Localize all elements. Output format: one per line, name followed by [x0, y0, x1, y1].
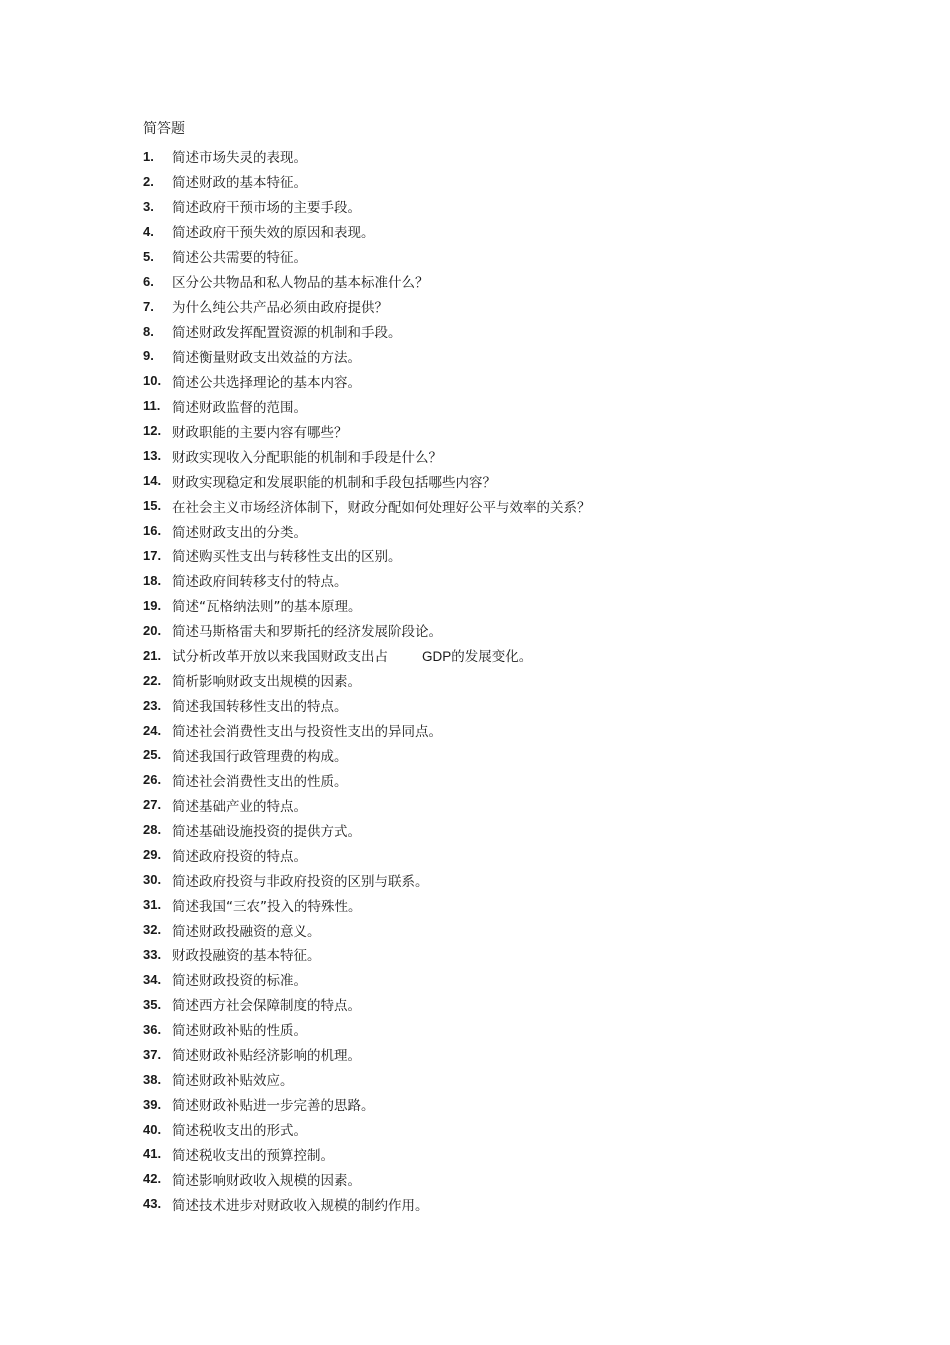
question-text-main: 财政职能的主要内容有哪些？	[172, 424, 348, 441]
question-number: 3.	[143, 198, 154, 214]
question-text	[172, 1094, 375, 1114]
question-item	[143, 194, 591, 219]
question-text-main: 简述税收支出的形式。	[172, 1123, 307, 1140]
question-number: 10.	[143, 373, 162, 389]
question-item	[143, 668, 591, 693]
question-item	[143, 1042, 591, 1067]
question-text-main: 试分析改革开放以来我国财政支出占	[172, 649, 388, 666]
question-text-main: 简述财政补贴效应。	[172, 1073, 294, 1090]
question-number: 19.	[143, 597, 162, 613]
question-text	[172, 1119, 307, 1139]
question-text-main: 财政实现稳定和发展职能的机制和手段包括哪些内容？	[172, 474, 496, 491]
question-text	[172, 1069, 294, 1089]
question-number: 33.	[143, 946, 162, 962]
question-number: 5.	[143, 248, 154, 264]
question-item	[143, 967, 591, 992]
question-number: 12.	[143, 423, 162, 439]
question-item	[143, 493, 591, 518]
question-text-main: 简述财政支出的分类。	[172, 524, 307, 541]
question-item	[143, 892, 591, 917]
question-number: 18.	[143, 572, 162, 588]
question-number: 30.	[143, 872, 162, 888]
question-text	[172, 920, 321, 940]
question-text	[172, 845, 307, 865]
question-text	[172, 620, 442, 640]
question-text-main: 简述我国“三农”投入的特殊性。	[172, 898, 362, 915]
question-text	[172, 1019, 307, 1039]
question-number: 4.	[143, 223, 154, 239]
question-text-main: 简述政府投资与非政府投资的区别与联系。	[172, 873, 429, 890]
section-heading: 简答题	[143, 121, 185, 137]
question-item	[143, 568, 591, 593]
question-item	[143, 842, 591, 867]
question-number: 34.	[143, 971, 162, 987]
question-text	[172, 321, 402, 341]
question-item	[143, 1117, 591, 1142]
question-item	[143, 1191, 591, 1216]
question-number: 42.	[143, 1171, 162, 1187]
question-text	[172, 396, 307, 416]
question-text	[172, 521, 307, 541]
question-number: 35.	[143, 996, 162, 1012]
question-text	[172, 271, 429, 291]
question-number: 31.	[143, 897, 162, 913]
question-item	[143, 319, 591, 344]
question-number: 17.	[143, 547, 162, 563]
question-text	[172, 994, 361, 1014]
question-text-term: GDP	[422, 649, 452, 665]
question-number: 39.	[143, 1096, 162, 1112]
question-number: 24.	[143, 722, 162, 738]
question-number: 38.	[143, 1071, 162, 1087]
question-text	[172, 346, 361, 366]
question-item	[143, 767, 591, 792]
question-text-main: 简述公共需要的特征。	[172, 250, 307, 267]
question-text-main: 简述公共选择理论的基本内容。	[172, 374, 361, 391]
question-item	[143, 643, 591, 668]
question-text	[172, 545, 402, 565]
question-text-main: 简述技术进步对财政收入规模的制约作用。	[172, 1197, 429, 1214]
question-text-main: 财政投融资的基本特征。	[172, 948, 321, 965]
question-text-main: 简析影响财政支出规模的因素。	[172, 674, 361, 691]
question-number: 36.	[143, 1021, 162, 1037]
question-item	[143, 393, 591, 418]
question-list	[143, 144, 591, 1216]
question-number: 22.	[143, 672, 162, 688]
question-number: 32.	[143, 922, 162, 938]
question-text	[172, 146, 307, 166]
question-number: 26.	[143, 772, 162, 788]
question-text	[172, 770, 348, 790]
question-number: 41.	[143, 1146, 162, 1162]
question-text-main: 简述政府干预失效的原因和表现。	[172, 225, 375, 242]
question-number: 2.	[143, 173, 154, 189]
question-text-main: 简述基础设施投资的提供方式。	[172, 823, 361, 840]
question-text	[172, 895, 362, 915]
question-text-main: 简述购买性支出与转移性支出的区别。	[172, 549, 402, 566]
question-item	[143, 518, 591, 543]
question-item	[143, 219, 591, 244]
question-number: 28.	[143, 822, 162, 838]
question-text	[172, 471, 496, 491]
question-number: 7.	[143, 298, 154, 314]
question-text	[172, 1169, 361, 1189]
question-item	[143, 1142, 591, 1167]
question-number: 37.	[143, 1046, 162, 1062]
question-number: 43.	[143, 1196, 162, 1212]
question-item	[143, 294, 591, 319]
question-text-main: 简述西方社会保障制度的特点。	[172, 998, 361, 1015]
question-item	[143, 418, 591, 443]
question-text-main: 简述我国转移性支出的特点。	[172, 699, 348, 716]
question-item	[143, 1166, 591, 1191]
question-item	[143, 867, 591, 892]
question-number: 9.	[143, 348, 154, 364]
question-item	[143, 917, 591, 942]
question-number: 8.	[143, 323, 154, 339]
question-text-main: 简述市场失灵的表现。	[172, 150, 307, 167]
question-text	[172, 1144, 334, 1164]
question-text	[172, 496, 591, 516]
question-number: 1.	[143, 148, 154, 164]
question-number: 40.	[143, 1121, 162, 1137]
question-text	[172, 670, 361, 690]
question-number: 21.	[143, 647, 162, 663]
question-text	[172, 171, 307, 191]
question-text	[172, 371, 361, 391]
question-text	[172, 720, 442, 740]
question-text-main: 简述财政补贴进一步完善的思路。	[172, 1098, 375, 1115]
question-text-main: 简述财政补贴经济影响的机理。	[172, 1048, 361, 1065]
question-number: 20.	[143, 622, 162, 638]
question-text-main: 简述社会消费性支出与投资性支出的异同点。	[172, 724, 442, 741]
question-text-main: 简述财政补贴的性质。	[172, 1023, 307, 1040]
question-number: 23.	[143, 697, 162, 713]
question-number: 11.	[143, 398, 161, 414]
question-text	[172, 745, 348, 765]
question-text	[172, 221, 375, 241]
question-text-main: 简述政府间转移支付的特点。	[172, 574, 348, 591]
question-text	[172, 795, 307, 815]
question-text-main: 简述政府投资的特点。	[172, 848, 307, 865]
question-text	[172, 944, 321, 964]
question-item	[143, 718, 591, 743]
question-item	[143, 144, 591, 169]
question-item	[143, 468, 591, 493]
question-text-main: 简述税收支出的预算控制。	[172, 1147, 334, 1164]
question-text-main: 简述社会消费性支出的性质。	[172, 773, 348, 790]
question-text	[172, 1044, 361, 1064]
question-text-suffix: 的发展变化。	[451, 649, 533, 666]
question-text-main: 区分公共物品和私人物品的基本标准什么？	[172, 275, 429, 292]
question-number: 14.	[143, 473, 162, 489]
question-text-main: 简述“瓦格纳法则”的基本原理。	[172, 599, 362, 616]
question-item	[143, 618, 591, 643]
question-text	[172, 296, 388, 316]
question-item	[143, 344, 591, 369]
question-text	[172, 870, 429, 890]
question-item	[143, 1017, 591, 1042]
question-text-main: 财政实现收入分配职能的机制和手段是什么？	[172, 449, 442, 466]
question-text	[172, 246, 307, 266]
question-text	[172, 446, 442, 466]
question-text-main: 简述影响财政收入规模的因素。	[172, 1172, 361, 1189]
question-item	[143, 368, 591, 393]
question-text	[172, 1194, 429, 1214]
question-item	[143, 693, 591, 718]
question-text-main: 简述财政监督的范围。	[172, 399, 307, 416]
question-text-main: 简述财政投融资的意义。	[172, 923, 321, 940]
question-text-main: 简述马斯格雷夫和罗斯托的经济发展阶段论。	[172, 624, 442, 641]
question-item	[143, 1092, 591, 1117]
question-number: 16.	[143, 523, 162, 539]
question-text	[172, 196, 361, 216]
question-text-main: 简述政府干预市场的主要手段。	[172, 200, 361, 217]
question-item	[143, 817, 591, 842]
question-number: 6.	[143, 273, 154, 289]
question-number: 29.	[143, 847, 162, 863]
question-text	[172, 695, 348, 715]
question-item	[143, 169, 591, 194]
question-item	[143, 244, 591, 269]
question-text	[172, 969, 307, 989]
question-item	[143, 942, 591, 967]
question-text	[172, 421, 348, 441]
question-text	[172, 595, 362, 615]
question-text	[172, 645, 532, 665]
question-item	[143, 792, 591, 817]
question-item	[143, 269, 591, 294]
question-item	[143, 992, 591, 1017]
question-text	[172, 570, 348, 590]
question-text-main: 在社会主义市场经济体制下，财政分配如何处理好公平与效率的关系？	[172, 499, 591, 516]
question-text-main: 简述财政发挥配置资源的机制和手段。	[172, 325, 402, 342]
question-number: 15.	[143, 498, 162, 514]
question-text-main: 简述财政投资的标准。	[172, 973, 307, 990]
question-number: 25.	[143, 747, 162, 763]
question-item	[143, 593, 591, 618]
question-item	[143, 1067, 591, 1092]
question-text-main: 简述基础产业的特点。	[172, 798, 307, 815]
question-text-main: 为什么纯公共产品必须由政府提供？	[172, 300, 388, 317]
question-number: 27.	[143, 797, 162, 813]
question-item	[143, 743, 591, 768]
question-text-main: 简述衡量财政支出效益的方法。	[172, 349, 361, 366]
question-text-main: 简述财政的基本特征。	[172, 175, 307, 192]
question-number: 13.	[143, 448, 162, 464]
question-item	[143, 443, 591, 468]
question-text	[172, 820, 361, 840]
question-text-main: 简述我国行政管理费的构成。	[172, 748, 348, 765]
question-item	[143, 543, 591, 568]
